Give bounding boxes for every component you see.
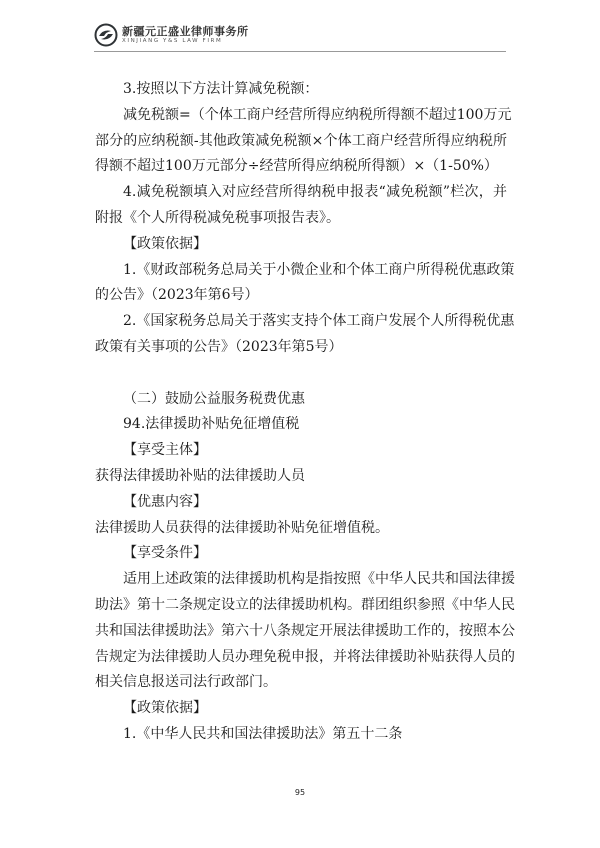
policy-ref-2-line-2: 政策有关事项的公告》（2023年第5号）	[95, 338, 343, 355]
beneficiary-text: 获得法律援助补贴的法律援助人员	[95, 467, 305, 484]
policy-ref-1-line-1: 1.《财政部税务总局关于小微企业和个体工商户所得税优惠政策	[123, 261, 515, 278]
firm-name-chinese: 新疆元正盛业律师事务所	[122, 24, 249, 38]
blank-line	[95, 361, 507, 387]
section-label-policy-basis-2: 【政策依据】	[123, 700, 207, 717]
conditions-line-5: 相关信息报送司法行政部门。	[95, 674, 277, 691]
subsection-heading: （二）鼓励公益服务税费优惠	[123, 390, 305, 407]
fill-in-line-2: 附报《个人所得税减免税事项报告表》。	[95, 209, 340, 226]
calc-method-heading: 3.按照以下方法计算减免税额：	[123, 81, 319, 97]
header-divider	[94, 51, 506, 52]
formula-line-1: 减免税额=（个体工商户经营所得应纳税所得额不超过100万元	[123, 106, 512, 123]
formula-line-2: 部分的应纳税额-其他政策减免税额×个体工商户经营所得应纳税所	[95, 132, 507, 149]
firm-name-english: XINJIANG Y&S LAW FIRM	[122, 37, 223, 44]
conditions-line-2: 助法》第十二条规定设立的法律援助机构。群团组织参照《中华人民	[95, 596, 515, 613]
policy-ref-2-line-1: 2.《国家税务总局关于落实支持个体工商户发展个人所得税优惠	[123, 313, 515, 330]
formula-line-3: 得额不超过100万元部分÷经营所得应纳税所得额）×（1-50%）	[95, 158, 498, 175]
fill-in-line-1: 4.减免税额填入对应经营所得纳税申报表“减免税额”栏次，并	[123, 184, 507, 201]
section-label-policy-basis: 【政策依据】	[123, 235, 207, 252]
page-header	[94, 20, 249, 50]
policy-ref-1-line-2: 的公告》（2023年第6号）	[95, 287, 259, 304]
conditions-line-1: 适用上述政策的法律援助机构是指按照《中华人民共和国法律援	[123, 571, 515, 588]
section-label-conditions: 【享受条件】	[123, 545, 207, 562]
section-label-benefit: 【优惠内容】	[123, 493, 207, 510]
firm-name	[122, 26, 249, 45]
conditions-line-3: 共和国法律援助法》第六十八条规定开展法律援助工作的，按照本公	[95, 622, 515, 639]
section-label-beneficiary: 【享受主体】	[123, 442, 207, 459]
conditions-line-4: 告规定为法律援助人员办理免税申报，并将法律援助补贴获得人员的	[95, 648, 515, 665]
item-heading: 94.法律援助补贴免征增值税	[123, 416, 300, 433]
policy-ref-3: 1.《中华人民共和国法律援助法》第五十二条	[123, 725, 403, 742]
firm-logo-icon	[94, 23, 118, 47]
benefit-text: 法律援助人员获得的法律援助补贴免征增值税。	[95, 519, 389, 536]
page-number: 95	[294, 788, 306, 797]
document-body	[95, 77, 515, 748]
